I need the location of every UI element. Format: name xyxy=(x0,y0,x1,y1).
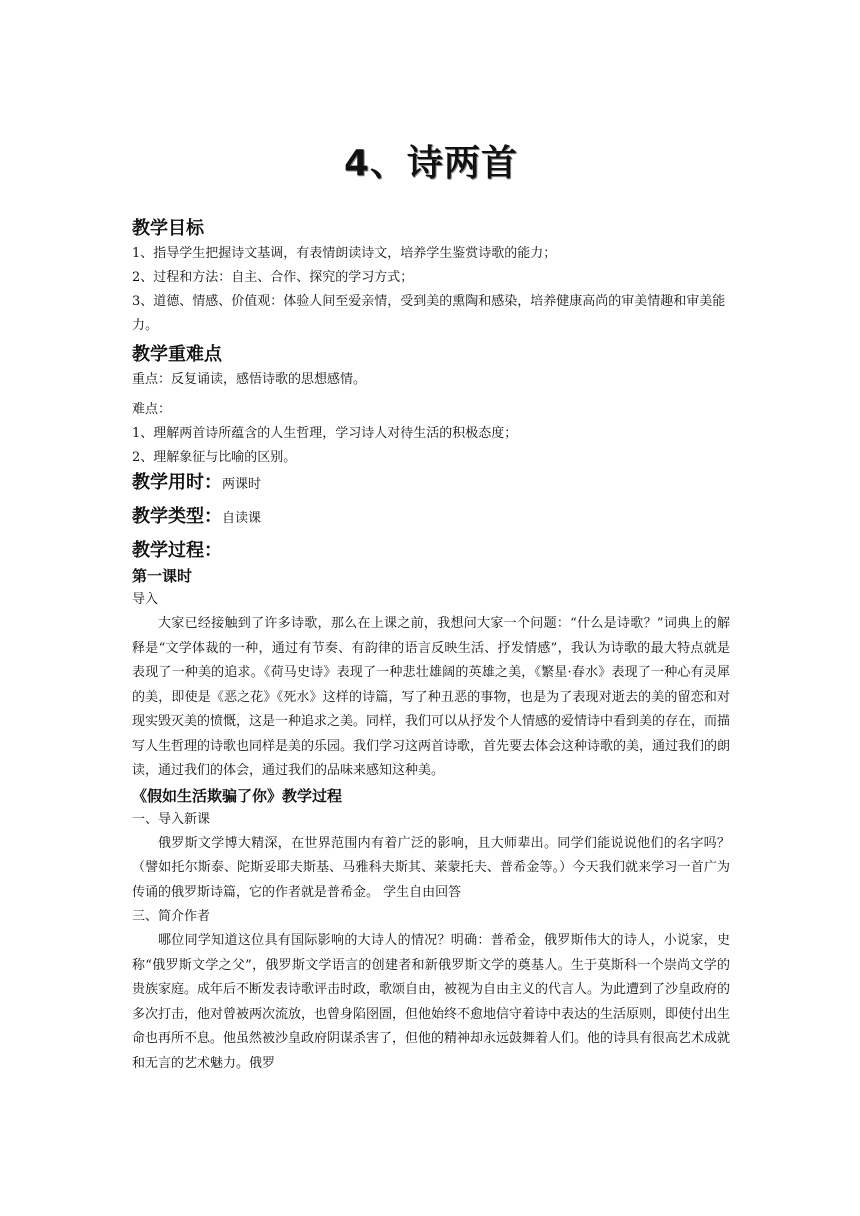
intro-paragraph: 大家已经接触到了许多诗歌，那么在上课之前，我想问大家一个问题：“什么是诗歌？”词典上的解释是“文学体裁的一种，通过有节奏、有韵律的语言反映生活、抒发情感”，我认为诗歌的最大特点就是表现了一种美的追求。《荷马史诗》表现了一种悲壮雄阔的英雄之美，《繁星·春水》表现了一种心有灵犀的美，即使是《恶之花》《死水》这样的诗篇，写了种丑恶的事物，也是为了表现对逝去的美的留恋和对现实毁灭美的愤慨，这是一种追求之美。同样，我们可以从抒发个人情感的爱情诗中看到美的存在，而描写人生哲理的诗歌也同样是美的乐园。我们学习这两首诗歌，首先要去体会这种诗歌的美，通过我们的朗读，通过我们的体会，通过我们的品味来感知这种美。 xyxy=(132,616,731,778)
objective-item-1: 1、指导学生把握诗文基调，有表情朗读诗文，培养学生鉴赏诗歌的能力； xyxy=(132,246,557,261)
objective-item-2: 2、过程和方法：自主、合作、探究的学习方式； xyxy=(132,270,414,285)
difficulty-label: 难点： xyxy=(132,402,172,417)
page-title: 4、诗两首 xyxy=(343,143,519,184)
objective-item-3: 3、道德、情感、价值观：体验人间至爱亲情，受到美的熏陶和感染，培养健康高尚的审美情趣和审美能力。 xyxy=(132,294,726,333)
difficulty-item-1: 1、理解两首诗所蕴含的人生哲理，学习诗人对待生活的积极态度； xyxy=(132,426,518,441)
lesson-type-row xyxy=(132,504,730,532)
document-body xyxy=(132,142,730,1076)
lesson-type-value: 自读课 xyxy=(222,511,262,526)
difficulty-item-2: 2、理解象征与比喻的区别。 xyxy=(132,450,297,465)
process-heading: 教学过程： xyxy=(132,540,222,561)
intro-label: 导入 xyxy=(132,592,159,607)
duration-value: 两课时 xyxy=(222,477,262,492)
lesson-1-heading: 第一课时 xyxy=(132,567,193,585)
objectives-heading: 教学目标 xyxy=(132,218,204,239)
duration-row xyxy=(132,470,730,498)
key-points-heading: 教学重难点 xyxy=(132,344,222,365)
poem-heading: 《假如生活欺骗了你》教学过程 xyxy=(132,786,343,805)
lesson-type-label: 教学类型： xyxy=(132,506,222,527)
section-1-paragraph: 俄罗斯文学博大精深，在世界范围内有着广泛的影响，且大师辈出。同学们能说说他们的名字吗？（譬如托尔斯泰、陀斯妥耶夫斯基、马雅科夫斯其、莱蒙托夫、普希金等。）今天我们就来学习一首广为传诵的俄罗斯诗篇，它的作者就是普希金。 学生自由回答 xyxy=(132,835,730,900)
section-1-label: 一、导入新课 xyxy=(132,811,211,827)
section-3-label: 三、简介作者 xyxy=(132,909,211,924)
duration-label: 教学用时： xyxy=(132,472,222,493)
key-point-focus: 重点：反复诵读，感悟诗歌的思想感情。 xyxy=(132,372,367,387)
section-3-paragraph: 哪位同学知道这位具有国际影响的大诗人的情况？明确：普希金，俄罗斯伟大的诗人，小说家，史称“俄罗斯文学之父”，俄罗斯文学语言的创建者和新俄罗斯文学的奠基人。生于莫斯科一个崇尚文学的贵族家庭。成年后不断发表诗歌评击时政，歌颂自由，被视为自由主义的代言人。为此遭到了沙皇政府的多次打击，他对曾被两次流放，也曾身陷囹圄，但他始终不愈地信守着诗中表达的生活原则，即使付出生命也再所不息。他虽然被沙皇政府阴谋杀害了，但他的精神却永远鼓舞着人们。他的诗具有很高艺术成就和无言的艺术魅力。俄罗 xyxy=(132,933,731,1071)
